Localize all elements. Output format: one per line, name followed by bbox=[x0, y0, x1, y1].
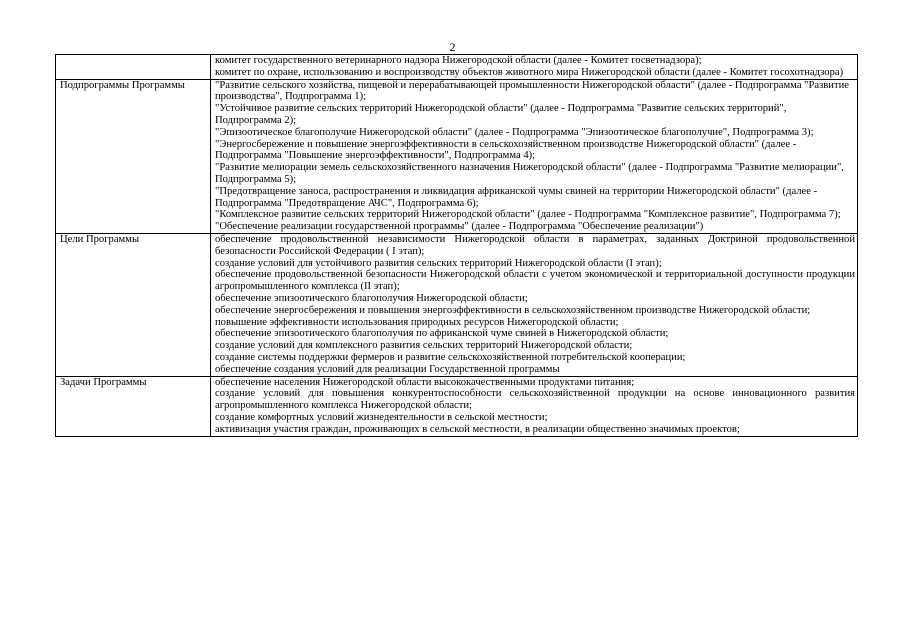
list-item: обеспечение эпизоотического благополучия Нижегородской области; bbox=[215, 292, 528, 304]
list-item: "Эпизоотическое благополучие Нижегородской области" (далее - Подпрограмма "Эпизоотическое благополучие", Подпрограмма 3); bbox=[215, 126, 814, 138]
row-label: Подпрограммы Программы bbox=[56, 79, 211, 233]
list-item: создание условий для устойчивого развития сельских территорий Нижегородской области (I этап); bbox=[215, 257, 662, 269]
list-item: "Предотвращение заноса, распространения и ликвидация африканской чумы свиней на территории Нижегородской области" (далее - Подпрограмма "Предотвращение АЧС", Подпрограмма 6); bbox=[215, 185, 818, 209]
list-item: обеспечение населения Нижегородской области высококачественными продуктами питания; bbox=[215, 376, 635, 388]
list-item: активизация участия граждан, проживающих в сельской местности, в реализации общественно значимых проектов; bbox=[215, 423, 740, 435]
list-item: повышение эффективности использования природных ресурсов Нижегородской области; bbox=[215, 316, 619, 328]
list-item: создание условий для повышения конкурентоспособности сельскохозяйственной продукции на основе инновационного развития агропромышленного комплекса Нижегородской области; bbox=[215, 388, 855, 412]
row-label: Задачи Программы bbox=[56, 376, 211, 436]
list-item: комитет по охране, использованию и воспроизводству объектов животного мира Нижегородской области (далее - Комитет госохотнадзора) bbox=[215, 66, 844, 78]
row-content bbox=[211, 55, 858, 80]
list-item: "Устойчивое развитие сельских территорий Нижегородской области" (далее - Подпрограмма "Развитие сельских территорий", Подпрограмма 2); bbox=[215, 103, 787, 126]
table-row bbox=[56, 79, 858, 233]
list-item: создание комфортных условий жизнедеятельности в сельской местности; bbox=[215, 411, 548, 423]
row-label: Цели Программы bbox=[56, 233, 211, 376]
list-item: обеспечение продовольственной независимости Нижегородской области в параметрах, заданных Доктриной продовольственной безопасности Российской Федерации ( I этап); bbox=[215, 233, 855, 257]
row-content bbox=[211, 79, 858, 233]
row-content bbox=[211, 376, 858, 436]
list-item: обеспечение продовольственной безопасности Нижегородской области с учетом экономической и территориальной доступности продукции агропромышленного комплекса (II этап); bbox=[215, 269, 855, 293]
list-item: "Развитие сельского хозяйства, пищевой и перерабатывающей промышленности Нижегородской области" (далее - Подпрограмма "Развитие производства", Подпрограмма 1); bbox=[215, 79, 849, 103]
list-item: обеспечение эпизоотического благополучия по африканской чуме свиней в Нижегородской области; bbox=[215, 328, 669, 340]
list-item: обеспечение создания условий для реализации Государственной программы bbox=[215, 363, 560, 375]
list-item: обеспечение энергосбережения и повышения энергоэффективности в сельскохозяйственном производстве Нижегородской области; bbox=[215, 304, 811, 316]
list-item: создание системы поддержки фермеров и развитие сельскохозяйственной потребительской кооперации; bbox=[215, 351, 686, 363]
list-item: "Обеспечение реализации государственной программы" (далее - Подпрограмма "Обеспечение реализации") bbox=[215, 221, 704, 233]
table-row bbox=[56, 376, 858, 436]
list-item: "Комплексное развитие сельских территорий Нижегородской области" (далее - Подпрограмма "Комплексное развитие", Подпрограмма 7); bbox=[215, 209, 841, 221]
table-row bbox=[56, 233, 858, 376]
table-row bbox=[56, 55, 858, 80]
row-content bbox=[211, 233, 858, 376]
list-item: комитет государственного ветеринарного надзора Нижегородской области (далее - Комитет госветнадзора); bbox=[215, 55, 702, 66]
row-label bbox=[56, 55, 211, 80]
page-number: 2 bbox=[449, 40, 456, 54]
program-passport-table bbox=[55, 54, 858, 437]
list-item: создание условий для комплексного развития сельских территорий Нижегородской области; bbox=[215, 340, 633, 352]
list-item: "Развитие мелиорации земель сельскохозяйственного назначения Нижегородской области" (далее - Подпрограмма "Развитие мелиорации", Подпрограмма 5); bbox=[215, 162, 844, 185]
list-item: "Энергосбережение и повышение энергоэффективности в сельскохозяйственном производстве Нижегородской области" (далее - Подпрограмма "Повышение энергоэффективности", Подпрограмма 4); bbox=[215, 138, 797, 162]
